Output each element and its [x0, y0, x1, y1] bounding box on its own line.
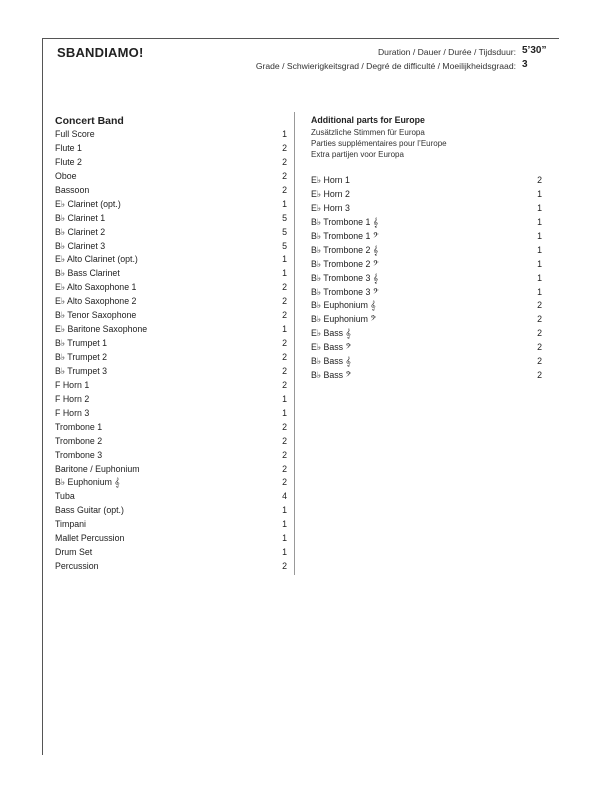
part-name: B♭ Bass 𝄞: [311, 356, 351, 367]
part-quantity: 1: [282, 547, 287, 558]
part-row: [55, 393, 287, 407]
part-row: [311, 202, 542, 216]
part-row: [55, 253, 287, 267]
part-name: Bassoon: [55, 184, 90, 195]
part-quantity: 2: [537, 300, 542, 311]
part-row: [311, 286, 542, 300]
part-name: Percussion: [55, 561, 99, 572]
part-row: [55, 184, 287, 198]
part-row: [55, 295, 287, 309]
europe-parts-list: [311, 174, 542, 383]
part-name: B♭ Trombone 2 𝄞: [311, 244, 379, 255]
part-quantity: 2: [537, 342, 542, 353]
part-quantity: 5: [282, 212, 287, 223]
part-quantity: 2: [282, 365, 287, 376]
part-name: Flute 2: [55, 156, 82, 167]
part-name: Trombone 1: [55, 421, 103, 432]
part-name: E♭ Bass 𝄞: [311, 328, 351, 339]
part-quantity: 2: [282, 449, 287, 460]
part-name: B♭ Euphonium 𝄞: [311, 300, 376, 311]
part-name: Full Score: [55, 129, 95, 139]
part-name: B♭ Trumpet 1: [55, 338, 108, 349]
part-row: [55, 281, 287, 295]
part-quantity: 1: [537, 202, 542, 213]
part-row: [55, 337, 287, 351]
part-row: [55, 142, 287, 156]
part-quantity: 2: [282, 156, 287, 167]
part-name: E♭ Baritone Saxophone: [55, 324, 148, 335]
part-quantity: 5: [282, 226, 287, 237]
part-quantity: 1: [282, 393, 287, 404]
part-name: B♭ Trombone 1 𝄢: [311, 230, 379, 241]
part-row: [311, 341, 542, 355]
duration-label: Duration / Dauer / Durée / Tijdsduur:: [377, 47, 516, 57]
part-row: [311, 369, 542, 383]
part-name: E♭ Horn 1: [311, 175, 350, 185]
part-row: [55, 128, 287, 142]
part-quantity: 1: [282, 407, 287, 418]
part-name: B♭ Trumpet 3: [55, 365, 108, 376]
part-row: [55, 435, 287, 449]
part-row: [55, 490, 287, 504]
part-row: [311, 355, 542, 369]
top-border: [42, 38, 559, 39]
part-quantity: 2: [537, 175, 542, 185]
part-name: E♭ Bass 𝄢: [311, 342, 352, 353]
column-divider: [294, 112, 295, 575]
part-row: [55, 407, 287, 421]
part-row: [55, 309, 287, 323]
part-quantity: 2: [282, 463, 287, 474]
part-row: [55, 546, 287, 560]
part-row: [311, 313, 542, 327]
part-quantity: 1: [537, 272, 542, 283]
part-quantity: 1: [537, 286, 542, 297]
part-name: B♭ Trombone 3 𝄞: [311, 272, 379, 283]
part-name: B♭ Clarinet 2: [55, 226, 106, 237]
part-name: E♭ Horn 3: [311, 202, 350, 213]
part-row: [55, 198, 287, 212]
part-quantity: 1: [282, 198, 287, 209]
part-name: F Horn 2: [55, 393, 90, 404]
part-quantity: 1: [282, 533, 287, 544]
part-name: F Horn 1: [55, 379, 90, 390]
part-row: [55, 351, 287, 365]
part-row: [55, 518, 287, 532]
left-border: [42, 38, 43, 755]
part-name: B♭ Tenor Saxophone: [55, 310, 137, 321]
part-quantity: 2: [282, 310, 287, 321]
part-row: [311, 230, 542, 244]
part-quantity: 4: [282, 491, 287, 502]
part-quantity: 2: [282, 296, 287, 307]
part-quantity: 2: [537, 314, 542, 325]
part-row: [311, 174, 542, 188]
part-name: E♭ Alto Saxophone 1: [55, 282, 137, 293]
part-quantity: 1: [282, 129, 287, 139]
part-quantity: 2: [282, 421, 287, 432]
part-name: B♭ Clarinet 3: [55, 240, 106, 251]
part-name: Drum Set: [55, 547, 93, 558]
part-name: Flute 1: [55, 142, 82, 153]
piece-title: SBANDIAMO!: [57, 45, 144, 60]
part-row: [311, 244, 542, 258]
part-quantity: 1: [282, 268, 287, 279]
part-name: F Horn 3: [55, 407, 90, 418]
europe-title: Additional parts for Europe: [311, 115, 425, 125]
part-row: [55, 170, 287, 184]
part-name: B♭ Bass 𝄢: [311, 370, 352, 381]
part-name: Baritone / Euphonium: [55, 463, 140, 474]
duration-value: 5’30”: [522, 45, 547, 56]
part-quantity: 1: [282, 505, 287, 516]
part-name: B♭ Euphonium 𝄞: [55, 477, 120, 488]
part-quantity: 2: [537, 328, 542, 339]
part-quantity: 1: [537, 244, 542, 255]
part-name: Tuba: [55, 491, 75, 502]
part-quantity: 2: [282, 561, 287, 572]
part-row: [311, 188, 542, 202]
part-row: [55, 323, 287, 337]
part-row: [55, 212, 287, 226]
part-name: E♭ Clarinet (opt.): [55, 198, 121, 209]
part-row: [55, 267, 287, 281]
part-quantity: 2: [537, 370, 542, 381]
part-quantity: 1: [537, 188, 542, 199]
part-quantity: 2: [282, 338, 287, 349]
part-name: B♭ Euphonium 𝄢: [311, 314, 377, 325]
part-row: [55, 449, 287, 463]
part-quantity: 2: [282, 477, 287, 488]
part-row: [55, 504, 287, 518]
europe-subtitle-nl: Extra partijen voor Europa: [311, 150, 404, 159]
part-row: [55, 365, 287, 379]
part-row: [311, 327, 542, 341]
part-row: [55, 476, 287, 490]
part-row: [55, 379, 287, 393]
part-quantity: 2: [282, 170, 287, 181]
part-quantity: 1: [282, 324, 287, 335]
part-quantity: 2: [282, 435, 287, 446]
concert-band-parts-list: [55, 128, 287, 574]
part-quantity: 2: [537, 356, 542, 367]
part-row: [55, 226, 287, 240]
part-quantity: 2: [282, 282, 287, 293]
part-name: B♭ Trumpet 2: [55, 352, 108, 362]
part-name: Trombone 2: [55, 435, 103, 446]
part-name: B♭ Bass Clarinet: [55, 268, 120, 279]
part-name: E♭ Alto Clarinet (opt.): [55, 254, 138, 265]
part-row: [311, 258, 542, 272]
part-quantity: 5: [282, 240, 287, 251]
part-name: B♭ Trombone 3 𝄢: [311, 286, 379, 297]
part-row: [55, 463, 287, 477]
part-quantity: 2: [282, 352, 287, 362]
part-name: Mallet Percussion: [55, 533, 125, 544]
part-name: Timpani: [55, 519, 86, 530]
part-quantity: 1: [537, 216, 542, 227]
part-row: [311, 216, 542, 230]
part-name: Trombone 3: [55, 449, 103, 460]
part-row: [311, 299, 542, 313]
part-name: B♭ Trombone 2 𝄢: [311, 258, 379, 269]
europe-subtitle-fr: Parties supplémentaires pour l’Europe: [311, 139, 447, 148]
part-name: Bass Guitar (opt.): [55, 505, 124, 516]
part-row: [55, 560, 287, 574]
part-name: E♭ Alto Saxophone 2: [55, 296, 137, 307]
part-quantity: 2: [282, 142, 287, 153]
part-quantity: 2: [282, 184, 287, 195]
part-row: [55, 532, 287, 546]
part-quantity: 1: [282, 519, 287, 530]
part-quantity: 1: [282, 254, 287, 265]
part-name: E♭ Horn 2: [311, 188, 350, 199]
part-quantity: 1: [537, 258, 542, 269]
grade-label: Grade / Schwierigkeitsgrad / Degré de difficulté / Moeilijkheidsgraad:: [255, 61, 516, 71]
concert-band-title: Concert Band: [55, 115, 124, 127]
part-row: [55, 240, 287, 254]
part-name: B♭ Clarinet 1: [55, 212, 106, 223]
part-row: [55, 421, 287, 435]
grade-value: 3: [522, 59, 528, 70]
part-row: [55, 156, 287, 170]
part-quantity: 2: [282, 379, 287, 390]
part-name: B♭ Trombone 1 𝄞: [311, 216, 379, 227]
europe-subtitle-de: Zusätzliche Stimmen für Europa: [311, 128, 425, 137]
part-quantity: 1: [537, 230, 542, 241]
part-row: [311, 272, 542, 286]
part-name: Oboe: [55, 170, 77, 181]
